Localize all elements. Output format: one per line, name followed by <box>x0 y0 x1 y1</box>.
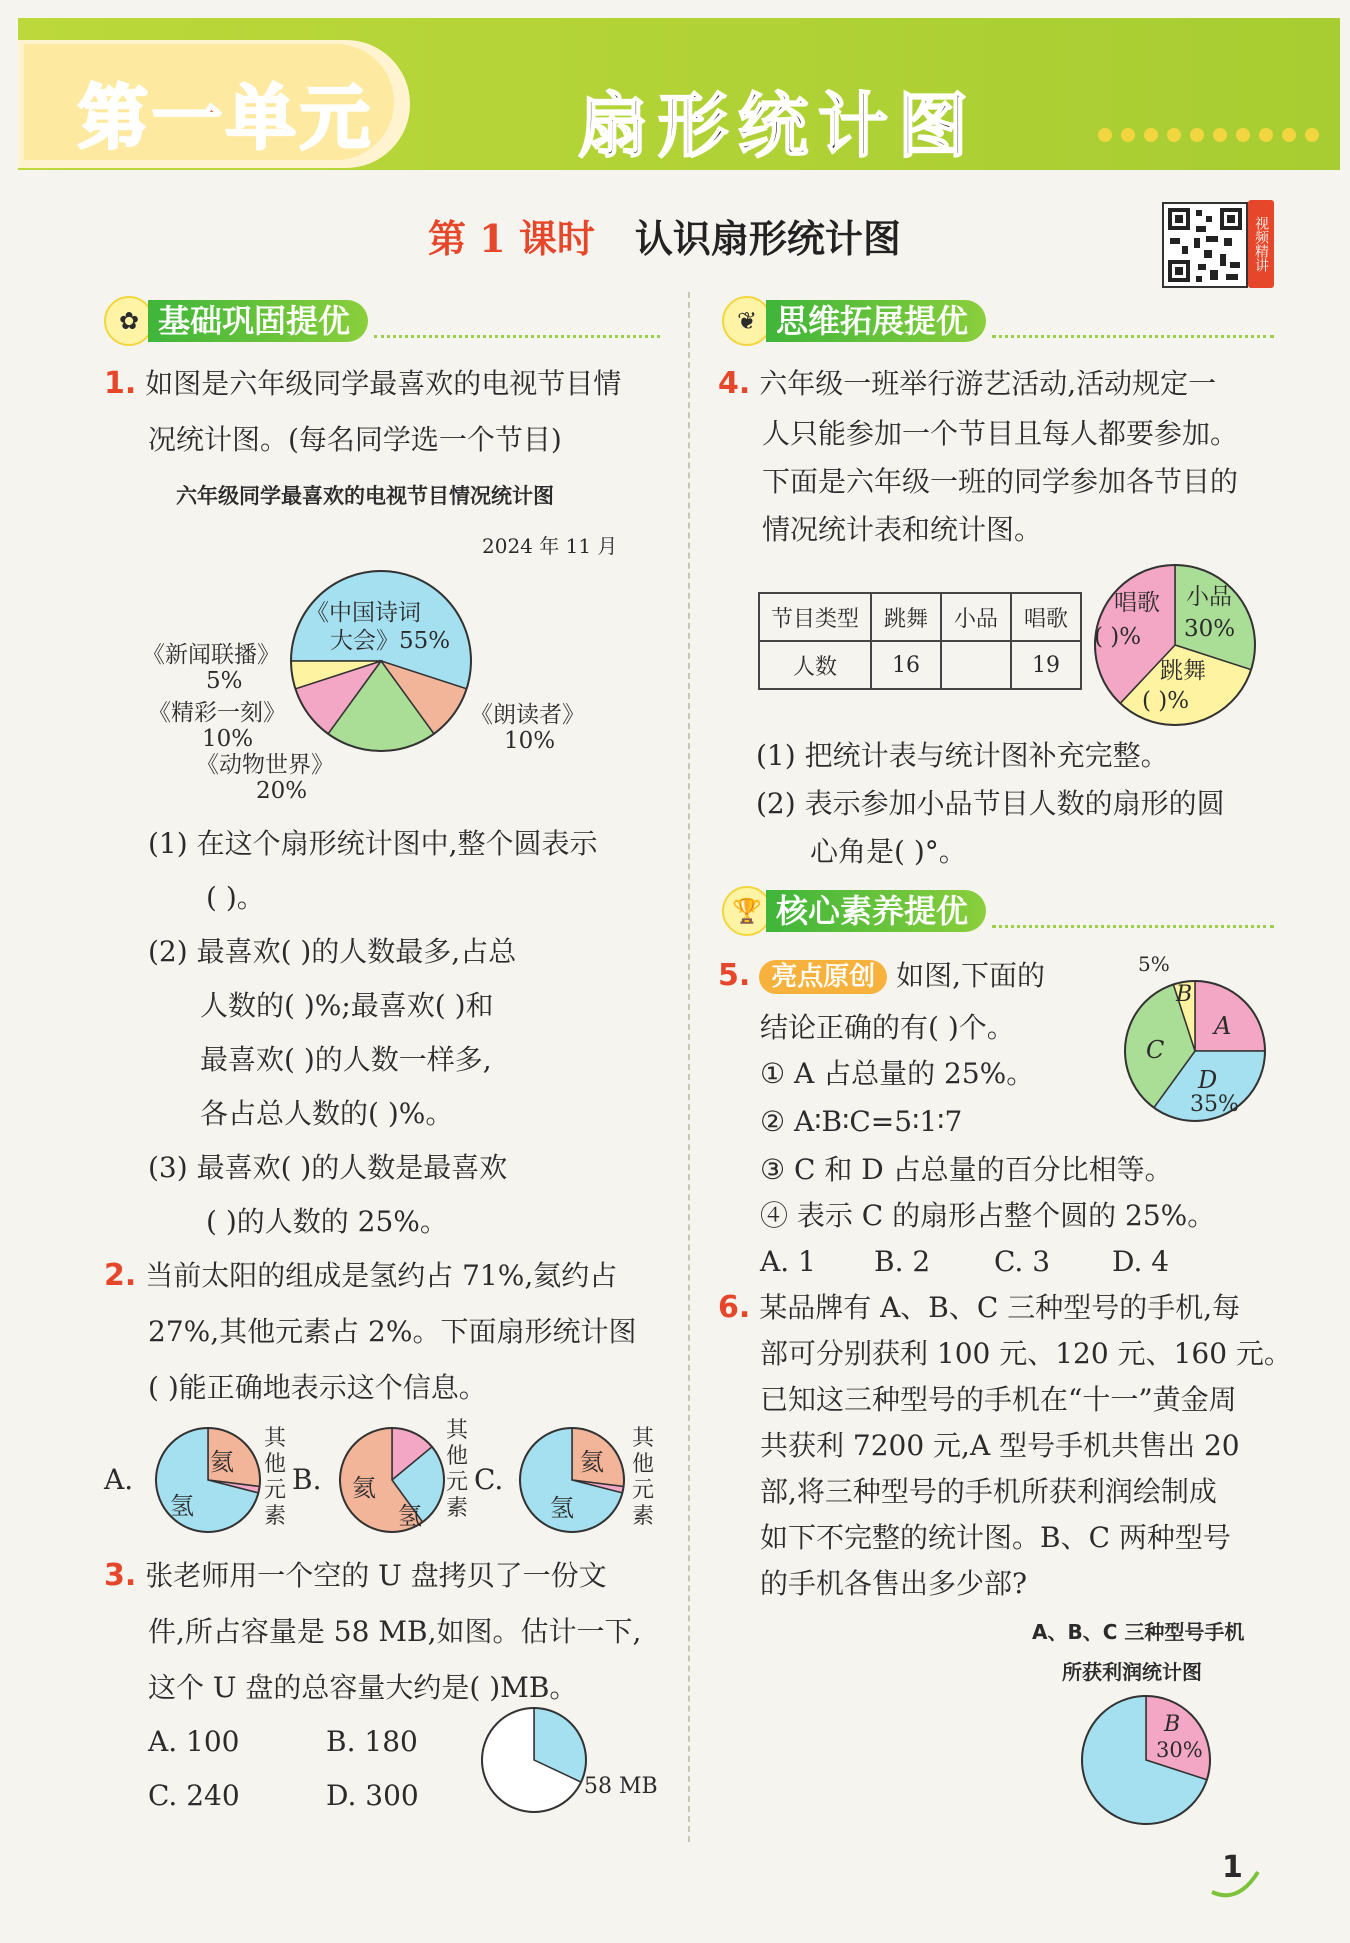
q4-line4: 情况统计表和统计图。 <box>762 513 1043 546</box>
q3-pie <box>478 1704 590 1816</box>
q6-line5: 部,将三种型号的手机所获利润绘制成 <box>760 1475 1217 1508</box>
q1-line2: 况统计图。(每名同学选一个节目) <box>148 423 562 456</box>
q6-line2: 部可分别获利 100 元、120 元、160 元。 <box>760 1337 1292 1370</box>
q4-td-skit[interactable] <box>941 641 1011 689</box>
q4-line3: 下面是六年级一班的同学参加各节目的 <box>762 465 1239 498</box>
q2-c-he: 氦 <box>580 1448 604 1476</box>
q2-c-other: 其他元素 <box>632 1426 655 1529</box>
q5-opt-c[interactable]: C. 3 <box>994 1245 1051 1278</box>
page-number: 1 <box>1222 1850 1243 1885</box>
q3-opt-b[interactable]: B. 180 <box>326 1725 418 1758</box>
q1-label-a2: 大会》55% <box>330 628 451 654</box>
q4-pie-skit2: 30% <box>1184 616 1236 642</box>
section-core-label: 核心素养提优 <box>766 890 986 932</box>
q2-line3: ( )能正确地表示这个信息。 <box>148 1371 487 1404</box>
q4-pie-skit: 小品 <box>1186 584 1232 610</box>
q6-text1: 某品牌有 A、B、C 三种型号的手机,每 <box>759 1291 1241 1324</box>
q5-opt-d[interactable]: D. 4 <box>1112 1245 1170 1278</box>
q4-pie-sing2: ( )% <box>1094 624 1142 650</box>
q1-label-c: 《精彩一刻》 <box>148 700 286 726</box>
q3-pie-label: 58 MB <box>584 1774 658 1799</box>
q4-td-sing: 19 <box>1011 641 1081 689</box>
q4-pie-dance: 跳舞 <box>1160 658 1206 684</box>
q3-number: 3. <box>104 1558 137 1593</box>
unit-title: 第一单元 <box>78 77 374 159</box>
column-divider <box>688 292 690 1842</box>
q1-pie-chart <box>286 566 476 756</box>
q6-line1 <box>718 1290 1241 1325</box>
q4-line2: 人只能参加一个节目且每人都要参加。 <box>762 417 1239 450</box>
q6-pie-B: B <box>1164 1712 1181 1737</box>
q2-a-he: 氦 <box>210 1448 234 1476</box>
q5-pie-C: C <box>1146 1036 1165 1064</box>
q6-line7: 的手机各售出多少部? <box>760 1567 1028 1600</box>
section-core <box>722 888 1274 934</box>
q2-b-other: 其他元素 <box>446 1418 469 1521</box>
q2-opt-a[interactable]: A. <box>104 1463 134 1496</box>
q1-part2c: 最喜欢( )的人数一样多, <box>200 1043 492 1076</box>
q1-part1a: (1) 在这个扇形统计图中,整个圆表示 <box>148 827 598 860</box>
q1-text1: 如图是六年级同学最喜欢的电视节目情 <box>145 367 622 400</box>
q6-line3: 已知这三种型号的手机在“十一”黄金周 <box>760 1383 1237 1416</box>
q5-stmt4: ④ 表示 C 的扇形占整个圆的 25%。 <box>760 1199 1216 1232</box>
q3-line1 <box>104 1558 607 1593</box>
section-basic <box>104 298 660 344</box>
q4-number: 4. <box>718 366 751 401</box>
q5-stmt2: ② A∶B∶C=5∶1∶7 <box>760 1105 963 1138</box>
q1-label-a: 《中国诗词 <box>306 600 421 626</box>
q4-part2a: (2) 表示参加小品节目人数的扇形的圆 <box>756 787 1225 820</box>
q5-opt-a[interactable]: A. 1 <box>760 1245 816 1278</box>
q2-line2: 27%,其他元素占 2%。下面扇形统计图 <box>148 1315 637 1348</box>
q5-pie-B: B <box>1176 982 1193 1007</box>
q1-label-b: 《新闻联播》 <box>142 642 280 668</box>
section-rule <box>992 305 1274 338</box>
q1-part1b: ( )。 <box>206 881 265 914</box>
section-rule <box>992 895 1274 928</box>
q4-part1: (1) 把统计表与统计图补充完整。 <box>756 739 1169 772</box>
q6-chart-title1: A、B、C 三种型号手机 <box>1032 1620 1245 1644</box>
q4-part2b: 心角是( )°。 <box>810 835 967 868</box>
q2-b-h: 氢 <box>398 1502 422 1530</box>
q2-a-h: 氢 <box>170 1492 194 1520</box>
q3-line2: 件,所占容量是 58 MB,如图。估计一下, <box>148 1615 642 1648</box>
q1-pie-slices <box>291 571 471 751</box>
q4-pie-dance2: ( )% <box>1142 688 1190 714</box>
q1-part2d: 各占总人数的( )%。 <box>200 1097 454 1130</box>
q3-opt-d[interactable]: D. 300 <box>326 1779 419 1812</box>
q2-line1 <box>104 1258 618 1293</box>
q4-table <box>758 592 1082 690</box>
q6-line6: 如下不完整的统计图。B、C 两种型号 <box>760 1521 1231 1554</box>
q2-opt-b[interactable]: B. <box>292 1463 322 1496</box>
q5-stmt3: ③ C 和 D 占总量的百分比相等。 <box>760 1153 1173 1186</box>
q3-text1: 张老师用一个空的 U 盘拷贝了一份文 <box>145 1559 607 1592</box>
page-swoosh-icon <box>1208 1852 1268 1902</box>
flower-icon: ✿ <box>104 296 154 346</box>
section-thinking-label: 思维拓展提优 <box>766 300 986 342</box>
q1-label-c2: 10% <box>202 726 254 752</box>
q1-label-b2: 5% <box>206 668 243 694</box>
q1-chart-date: 2024 年 11 月 <box>482 534 618 558</box>
q5-stmt1: ① A 占总量的 25%。 <box>760 1057 1035 1090</box>
q5-line1 <box>718 958 1046 993</box>
q5-line2: 结论正确的有( )个。 <box>760 1011 1015 1044</box>
q1-part2b: 人数的( )%;最喜欢( )和 <box>200 989 494 1022</box>
section-basic-label: 基础巩固提优 <box>148 300 368 342</box>
q1-label-d2: 20% <box>256 778 308 804</box>
decor-dots <box>1098 128 1323 144</box>
q6-pie-B2: 30% <box>1156 1738 1203 1762</box>
q2-a-other: 其他元素 <box>264 1426 287 1529</box>
q1-label-d: 《动物世界》 <box>196 752 334 778</box>
q5-pie-5pct: 5% <box>1138 952 1170 976</box>
q4-th-skit: 小品 <box>941 593 1011 641</box>
trophy-icon: 🏆 <box>722 886 772 936</box>
lesson-title <box>428 208 901 263</box>
q4-text1: 六年级一班举行游艺活动,活动规定一 <box>759 367 1217 400</box>
q2-opt-c[interactable]: C. <box>474 1463 504 1496</box>
q1-label-e2: 10% <box>504 728 556 754</box>
lesson-name: 认识扇形统计图 <box>634 216 901 261</box>
q4-th-dance: 跳舞 <box>871 593 941 641</box>
lesson-number: 第 1 课时 <box>428 216 595 261</box>
q5-pie-D: D <box>1198 1066 1218 1094</box>
q6-line4: 共获利 7200 元,A 型号手机共售出 20 <box>760 1429 1240 1462</box>
q2-b-he: 氦 <box>352 1474 376 1502</box>
q4-line1 <box>718 366 1217 401</box>
q2-c-h: 氢 <box>550 1494 574 1522</box>
q3-opt-c[interactable]: C. 240 <box>148 1779 240 1812</box>
q3-opt-a[interactable]: A. 100 <box>148 1725 240 1758</box>
q5-pie-A: A <box>1214 1012 1232 1040</box>
q5-opt-b[interactable]: B. 2 <box>874 1245 931 1278</box>
q1-number: 1. <box>104 366 137 401</box>
q1-part3b: ( )的人数的 25%。 <box>206 1205 448 1238</box>
q2-pie-a <box>152 1424 264 1536</box>
q4-pie-sing: 唱歌 <box>1114 590 1160 616</box>
q4-td-count: 人数 <box>759 641 871 689</box>
topic-title: 扇形统计图 <box>578 85 978 167</box>
original-badge: 亮点原创 <box>759 960 887 994</box>
q6-chart-title2: 所获利润统计图 <box>1062 1660 1202 1684</box>
q3-line3: 这个 U 盘的总容量大约是( )MB。 <box>148 1671 578 1704</box>
q5-text1: 如图,下面的 <box>896 959 1046 992</box>
q4-th-sing: 唱歌 <box>1011 593 1081 641</box>
q6-number: 6. <box>718 1290 751 1325</box>
section-rule <box>374 305 660 338</box>
q2-text1: 当前太阳的组成是氢约占 71%,氦约占 <box>145 1259 618 1292</box>
q1-part3a: (3) 最喜欢( )的人数是最喜欢 <box>148 1151 508 1184</box>
sprout-icon: ❦ <box>722 296 772 346</box>
q1-part2a: (2) 最喜欢( )的人数最多,占总 <box>148 935 517 968</box>
section-thinking <box>722 298 1274 344</box>
qr-caption: 视频精讲 <box>1248 200 1274 288</box>
q1-line1 <box>104 366 622 401</box>
q5-pie-D2: 35% <box>1190 1092 1239 1117</box>
q1-label-e: 《朗读者》 <box>470 702 585 728</box>
q5-number: 5. <box>718 958 751 993</box>
qr-code-icon[interactable] <box>1162 202 1248 288</box>
q4-td-dance: 16 <box>871 641 941 689</box>
q2-number: 2. <box>104 1258 137 1293</box>
q4-th-type: 节目类型 <box>759 593 871 641</box>
q1-chart-title: 六年级同学最喜欢的电视节目情况统计图 <box>176 484 554 508</box>
